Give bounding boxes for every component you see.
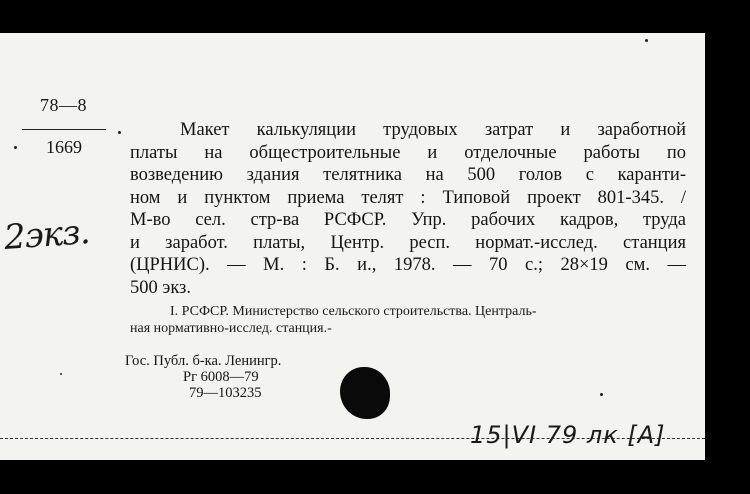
description-line: (ЦРНИС). — М. : Б. и., 1978. — 70 с.; 28×19 см. — — [130, 255, 686, 275]
handwritten-note: 2экз. — [2, 212, 91, 258]
ink-blot — [340, 367, 390, 419]
bibliographic-description — [130, 119, 686, 299]
description-line: Макет калькуляции трудовых затрат и заработной — [180, 120, 686, 140]
call-number-divider — [22, 129, 106, 130]
call-number-bottom: 1669 — [46, 137, 82, 157]
description-line: 500 экз. — [130, 277, 191, 298]
description-line: платы на общестроительные и отделочные работы по — [130, 142, 686, 163]
catalog-card — [0, 33, 705, 460]
call-number-top: 78—8 — [40, 95, 87, 115]
library-name: Гос. Публ. б-ка. Ленингр. — [125, 353, 282, 369]
library-stamp — [125, 353, 281, 401]
subject-line: ная нормативно-исслед. станция.- — [130, 321, 332, 336]
speck — [60, 373, 62, 375]
description-line: М-во сел. стр-ва РСФСР. Упр. рабочих кадров, труда — [130, 210, 686, 230]
speck — [645, 39, 648, 42]
description-line: ном и пунктом приема телят : Типовой проект 801-345. / — [130, 187, 686, 208]
library-number: 79—103235 — [189, 385, 262, 401]
subject-entry — [130, 303, 686, 337]
speck — [600, 393, 603, 396]
subject-line: I. РСФСР. Министерство сельского строительства. Централь- — [170, 304, 537, 319]
description-line: возведению здания телятника на 500 голов с каранти- — [130, 165, 686, 185]
handwritten-footer: 15|VI 79 лк [А] — [470, 421, 666, 449]
description-line: и заработ. платы, Центр. респ. нормат.-исслед. станция — [130, 232, 686, 253]
library-code: Рг 6008—79 — [183, 369, 259, 385]
speck — [118, 131, 121, 134]
speck — [14, 146, 17, 149]
